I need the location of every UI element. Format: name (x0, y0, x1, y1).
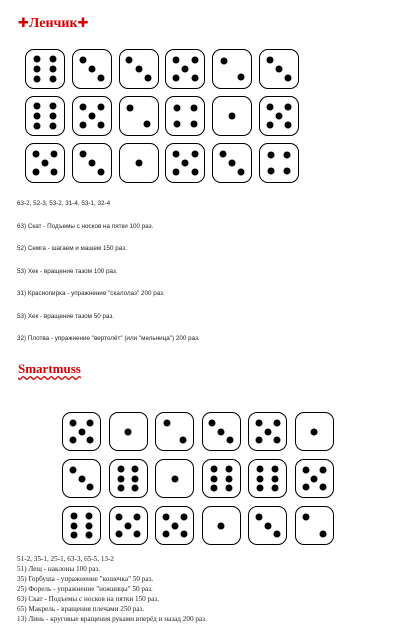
die-pip (302, 466, 309, 473)
die-pip (227, 437, 234, 444)
die-face-2 (119, 96, 159, 136)
die-pip (179, 436, 186, 443)
die-face-5 (25, 143, 65, 183)
die-face-4 (259, 143, 299, 183)
die-pip (272, 485, 279, 492)
die-pip (97, 75, 104, 82)
die-pip (79, 56, 86, 63)
die-pip (266, 122, 273, 129)
die-pip (49, 123, 56, 130)
section-2-exercise-line: 25) Форель - упражнение "ножницы" 50 раз. (17, 585, 153, 593)
die-pip (127, 104, 134, 111)
die-pip (209, 419, 216, 426)
section-2-dice-grid (62, 412, 334, 545)
die-face-5 (165, 143, 205, 183)
die-face-5 (248, 412, 287, 451)
die-pip (78, 428, 85, 435)
die-pip (34, 123, 41, 130)
die-face-2 (155, 412, 194, 451)
section-1-exercise-line: 31) Краснопирка - упражнение "скалолаз" 200 раз. (17, 290, 165, 297)
die-pip (257, 475, 264, 482)
die-pip (267, 168, 274, 175)
die-pip (284, 151, 291, 158)
die-pip (32, 150, 39, 157)
die-pip (284, 168, 291, 175)
die-pip (210, 465, 217, 472)
die-pip (88, 66, 95, 73)
die-pip (237, 74, 244, 81)
die-pip (257, 485, 264, 492)
die-pip (191, 56, 198, 63)
die-pip (51, 169, 58, 176)
die-pip (285, 103, 292, 110)
die-face-1 (119, 143, 159, 183)
die-pip (69, 437, 76, 444)
die-pip (225, 465, 232, 472)
die-pip (272, 465, 279, 472)
die-pip (191, 75, 198, 82)
die-pip (49, 102, 56, 109)
die-pip (143, 121, 150, 128)
die-face-3 (259, 49, 299, 89)
die-pip (225, 475, 232, 482)
die-pip (133, 513, 140, 520)
die-pip (238, 169, 245, 176)
die-pip (135, 160, 142, 167)
die-face-6 (109, 459, 148, 498)
die-pip (71, 522, 78, 529)
die-pip (311, 475, 318, 482)
die-pip (225, 485, 232, 492)
die-pip (49, 66, 56, 73)
die-face-3 (62, 459, 101, 498)
die-pip (255, 513, 262, 520)
die-pip (78, 475, 85, 482)
die-face-2 (295, 506, 334, 545)
die-pip (173, 169, 180, 176)
die-pip (117, 475, 124, 482)
section-2-title: Smartmuss (18, 361, 81, 376)
die-pip (266, 103, 273, 110)
die-pip (191, 150, 198, 157)
die-pip (135, 66, 142, 73)
die-pip (132, 475, 139, 482)
die-pip (171, 522, 178, 529)
die-pip (85, 532, 92, 539)
section-1-exercise-line: 53) Хек - вращение тазом 50 раз. (17, 312, 115, 320)
section-2-exercise-line: 51) Лещ - наклоны 100 раз. (17, 565, 101, 573)
die-face-1 (202, 506, 241, 545)
die-pip (34, 66, 41, 73)
die-face-3 (72, 143, 112, 183)
die-pip (87, 484, 94, 491)
die-pip (174, 121, 181, 128)
die-pip (34, 55, 41, 62)
die-face-5 (155, 506, 194, 545)
die-pip (273, 437, 280, 444)
die-pip (49, 113, 56, 120)
die-face-6 (202, 459, 241, 498)
section-1-combo-line: 63-2, 52-3, 53-2, 31-4, 53-1, 32-4 (17, 200, 111, 207)
die-pip (49, 76, 56, 83)
die-face-1 (212, 96, 252, 136)
cross-icon: ✚ (77, 16, 89, 31)
die-face-3 (212, 143, 252, 183)
die-pip (320, 484, 327, 491)
die-pip (180, 513, 187, 520)
die-pip (87, 419, 94, 426)
section-1-title: Ленчик (28, 16, 78, 31)
die-pip (302, 484, 309, 491)
die-pip (116, 531, 123, 538)
die-pip (163, 420, 170, 427)
die-pip (125, 522, 132, 529)
die-pip (190, 121, 197, 128)
die-pip (275, 66, 282, 73)
die-pip (272, 475, 279, 482)
die-pip (267, 151, 274, 158)
die-pip (97, 122, 104, 129)
die-pip (174, 104, 181, 111)
die-face-6 (25, 96, 65, 136)
die-pip (285, 122, 292, 129)
cross-icon: ✚ (18, 16, 29, 31)
die-pip (34, 113, 41, 120)
section-2-exercise-line: 65) Макрель - вращения плечами 250 раз. (17, 605, 145, 613)
die-pip (255, 437, 262, 444)
section-2-exercise-line: 63) Скат - Подъемы с носков на пятки 150 раз. (17, 595, 159, 603)
die-face-5 (109, 506, 148, 545)
die-face-2 (212, 49, 252, 89)
die-pip (210, 485, 217, 492)
section-2-text (17, 554, 207, 624)
die-pip (311, 428, 318, 435)
die-face-5 (295, 459, 334, 498)
die-face-1 (109, 412, 148, 451)
die-pip (266, 56, 273, 63)
die-pip (51, 150, 58, 157)
die-pip (85, 512, 92, 519)
section-2-exercise-line: 13) Линь - круговые вращения руками вперёд и назад 200 раз. (17, 615, 207, 623)
die-face-6 (25, 49, 65, 89)
die-pip (87, 437, 94, 444)
die-pip (85, 522, 92, 529)
die-pip (69, 419, 76, 426)
die-pip (264, 428, 271, 435)
die-pip (117, 465, 124, 472)
die-face-3 (72, 49, 112, 89)
die-pip (88, 113, 95, 120)
die-pip (97, 169, 104, 176)
die-pip (34, 102, 41, 109)
die-face-3 (202, 412, 241, 451)
die-pip (132, 465, 139, 472)
die-pip (218, 428, 225, 435)
section-1-exercise-line: 63) Скат - Подъемы с носков на пятки 100 раз. (17, 222, 154, 230)
die-pip (71, 532, 78, 539)
section-2-exercise-line: 35) Горбуша - упражнение "кошечка" 50 раз. (17, 575, 154, 583)
die-pip (320, 466, 327, 473)
die-pip (255, 419, 262, 426)
die-pip (273, 419, 280, 426)
die-pip (132, 485, 139, 492)
die-pip (220, 150, 227, 157)
die-face-6 (62, 506, 101, 545)
die-pip (69, 466, 76, 473)
die-face-5 (62, 412, 101, 451)
die-pip (210, 475, 217, 482)
die-pip (173, 75, 180, 82)
die-face-5 (259, 96, 299, 136)
die-face-1 (155, 459, 194, 498)
die-face-3 (119, 49, 159, 89)
die-pip (79, 150, 86, 157)
die-pip (126, 56, 133, 63)
die-pip (117, 485, 124, 492)
die-pip (319, 530, 326, 537)
section-1-dice-grid (25, 49, 299, 183)
die-pip (162, 531, 169, 538)
die-pip (264, 522, 271, 529)
die-pip (229, 160, 236, 167)
section-1-text (17, 199, 200, 357)
die-pip (173, 56, 180, 63)
die-pip (182, 160, 189, 167)
die-pip (116, 513, 123, 520)
die-pip (173, 150, 180, 157)
die-face-5 (72, 96, 112, 136)
die-face-3 (248, 506, 287, 545)
die-face-4 (165, 96, 205, 136)
die-pip (162, 513, 169, 520)
die-pip (180, 531, 187, 538)
section-1-heading (18, 16, 88, 32)
die-pip (191, 169, 198, 176)
die-pip (273, 531, 280, 538)
die-pip (79, 103, 86, 110)
die-pip (42, 160, 49, 167)
section-1-exercise-line: 53) Хек - вращение тазом 100 раз. (17, 267, 118, 275)
die-pip (32, 169, 39, 176)
die-pip (303, 514, 310, 521)
die-pip (182, 66, 189, 73)
section-1-exercise-line: 52) Семга - шагаем и машем 150 раз. (17, 245, 127, 252)
section-1-exercise-line: 32) Плотва - упражнение "вертолёт" (или "мельница") 200 раз. (17, 335, 200, 342)
die-pip (88, 160, 95, 167)
die-pip (257, 465, 264, 472)
die-pip (49, 55, 56, 62)
die-pip (220, 57, 227, 64)
die-face-6 (248, 459, 287, 498)
die-pip (79, 122, 86, 129)
die-pip (133, 531, 140, 538)
die-pip (125, 428, 132, 435)
die-pip (144, 75, 151, 82)
die-pip (229, 113, 236, 120)
die-face-5 (165, 49, 205, 89)
die-pip (71, 512, 78, 519)
die-pip (285, 75, 292, 82)
section-2-combo-line: 51-2, 35-1, 25-1, 63-3, 65-5, 13-2 (17, 555, 115, 563)
die-pip (218, 522, 225, 529)
die-pip (171, 475, 178, 482)
die-pip (34, 76, 41, 83)
die-pip (97, 103, 104, 110)
die-pip (190, 104, 197, 111)
die-pip (275, 113, 282, 120)
die-face-1 (295, 412, 334, 451)
